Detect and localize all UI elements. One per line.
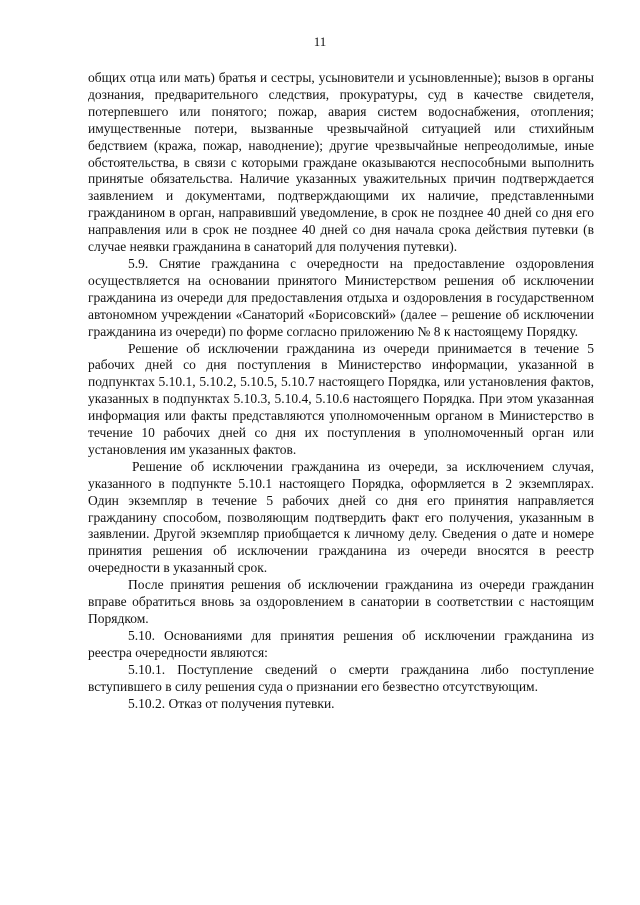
paragraph-5-10-1: 5.10.1. Поступление сведений о смерти гражданина либо поступление вступившего в силу решения суда о признании его безвестно отсутствующим. (88, 661, 594, 694)
paragraph-5-10: 5.10. Основаниями для принятия решения об исключении гражданина из реестра очередности являются: (88, 627, 594, 660)
paragraph-continuation: общих отца или мать) братья и сестры, усыновители и усыновленные); вызов в органы дознания, предварительного следствия, прокуратуры, суд в качестве свидетеля, потерпевшего или понятого; пожар, авария систем водоснабжения, отопления; имущественные потери, вызванные чрезвычайной ситуацией или стихийным бедствием (кража, пожар, наводнение); другие чрезвычайные непреодолимые, иные обстоятельства, в связи с которыми граждане оказываются неспособными выполнить принятые обязательства. Наличие указанных уважительных причин подтверждается заявлением и документами, подтверждающими их наличие, представленными гражданином в орган, направивший уведомление, в срок не позднее 40 дней со дня его направления или в срок не позднее 40 дней со дня начала срока действия путевки (в случае неявки гражданина в санаторий для получения путевки). (88, 70, 594, 255)
page-number: 11 (313, 34, 327, 49)
document-body (88, 70, 594, 712)
paragraph-5-9: 5.9. Снятие гражданина с очередности на предоставление оздоровления осуществляется на основании принятого Министерством решения об исключении гражданина из очереди для предоставления отдыха и оздоровления в государственном автономном учреждении «Санаторий «Борисовский» (далее – решение об исключении гражданина из очереди) по форме согласно приложению № 8 к настоящему Порядку. (88, 255, 594, 339)
paragraph-reapply: После принятия решения об исключении гражданина из очереди гражданин вправе обратиться вновь за оздоровлением в санатории в соответствии с настоящим Порядком. (88, 577, 594, 626)
paragraph-exclusion-decision-timing: Решение об исключении гражданина из очереди принимается в течение 5 рабочих дней со дня поступления в Министерство информации, указанной в подпунктах 5.10.1, 5.10.2, 5.10.5, 5.10.7 настоящего Порядка, или установления фактов, указанных в подпунктах 5.10.3, 5.10.4, 5.10.6 настоящего Порядка. При этом указанная информация или факты представляются уполномоченным органом в Министерство в течение 10 рабочих дней со дня их поступления в уполномоченный орган или установления им указанных фактов. (88, 340, 594, 457)
paragraph-exclusion-decision-copies: Решение об исключении гражданина из очереди, за исключением случая, указанного в подпункте 5.10.1 настоящего Порядка, оформляется в 2 экземплярах. Один экземпляр в течение 5 рабочих дней со дня его принятия направляется гражданину способом, позволяющим подтвердить факт его получения, указанным в заявлении. Другой экземпляр приобщается к личному делу. Сведения о дате и номере принятия решения об исключении гражданина из очереди вносятся в реестр очередности в указанный срок. (88, 458, 594, 576)
paragraph-5-10-2: 5.10.2. Отказ от получения путевки. (128, 695, 335, 711)
